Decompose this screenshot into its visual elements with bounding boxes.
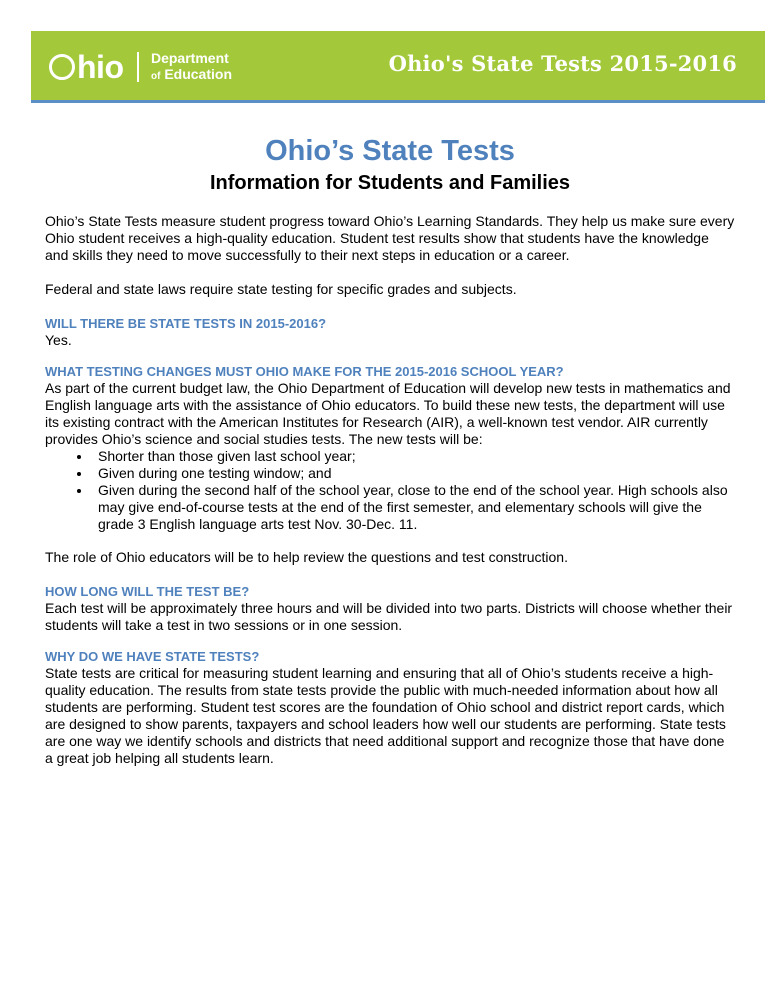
section-question: WILL THERE BE STATE TESTS IN 2015-2016? — [45, 316, 327, 331]
ohio-word: hio — [77, 48, 124, 85]
page-subtitle: Information for Students and Families — [209, 172, 571, 194]
header-banner — [31, 31, 765, 103]
logo-dept-of: of — [150, 70, 161, 82]
section-test-length — [45, 583, 735, 634]
logo-department-text — [151, 50, 232, 85]
ohio-education-logo — [49, 45, 232, 89]
intro-paragraph-2: Federal and state laws require state testing for specific grades and subjects. — [45, 281, 517, 297]
list-item: • Given during one testing window; and — [92, 465, 735, 482]
section-answer: State tests are critical for measuring student learning and ensuring that all of Ohio’s students receive a high-quality education. The results from state tests provide the public with much-needed information about how all students are performing. Student test scores are the foundation of Ohio school and district report cards, which are designed to show parents, taxpayers and school leaders how well our students are performing. State tests are one way we identify schools and districts that need additional support and recognize those that have done a great job helping all students learn. — [45, 665, 726, 766]
logo-dept-education: Education — [164, 65, 232, 82]
bullet-list — [45, 448, 735, 533]
logo-dept-line2 — [151, 66, 232, 85]
section-question: HOW LONG WILL THE TEST BE? — [45, 584, 250, 599]
page-title: Ohio’s State Tests — [265, 135, 515, 167]
section-question: WHY DO WE HAVE STATE TESTS? — [45, 649, 260, 664]
section-testing-changes — [45, 363, 735, 566]
section-answer: Yes. — [45, 332, 72, 348]
logo-dept-line1: Department — [150, 49, 229, 66]
section-tests-2015 — [45, 315, 735, 349]
banner-title: Ohio's State Tests 2015-2016 — [388, 51, 737, 76]
ohio-o-circle-icon — [49, 54, 75, 80]
list-item: • Shorter than those given last school year; — [92, 448, 735, 465]
section-why-tests — [45, 648, 735, 767]
section-answer: As part of the current budget law, the Ohio Department of Education will develop new tests in mathematics and English language arts with the assistance of Ohio educators. To build these new tests, the department will use its existing contract with the American Institutes for Research (AIR), a well-known test vendor. AIR currently provides Ohio’s science and social studies tests. The new tests will be: — [45, 380, 731, 447]
section-after-text: The role of Ohio educators will be to help review the questions and test construction. — [45, 549, 568, 565]
section-question: WHAT TESTING CHANGES MUST OHIO MAKE FOR THE 2015-2016 SCHOOL YEAR? — [45, 364, 564, 379]
list-item: • Given during the second half of the school year, close to the end of the school year. High schools also may give end-of-course tests at the end of the first semester, and elementary schools will give the grade 3 English language arts test Nov. 30-Dec. 11. — [92, 482, 735, 533]
logo-divider — [137, 52, 139, 82]
ohio-wordmark — [49, 49, 123, 86]
intro-paragraph: Ohio’s State Tests measure student progress toward Ohio’s Learning Standards. They help us make sure every Ohio student receives a high-quality education. Student test results show that students have the knowledge and skills they need to move successfully to their next steps in education or a career. — [45, 213, 735, 263]
document-body — [45, 133, 735, 781]
section-answer: Each test will be approximately three hours and will be divided into two parts. Districts will choose whether their students will take a test in two sessions or in one session. — [45, 600, 733, 633]
